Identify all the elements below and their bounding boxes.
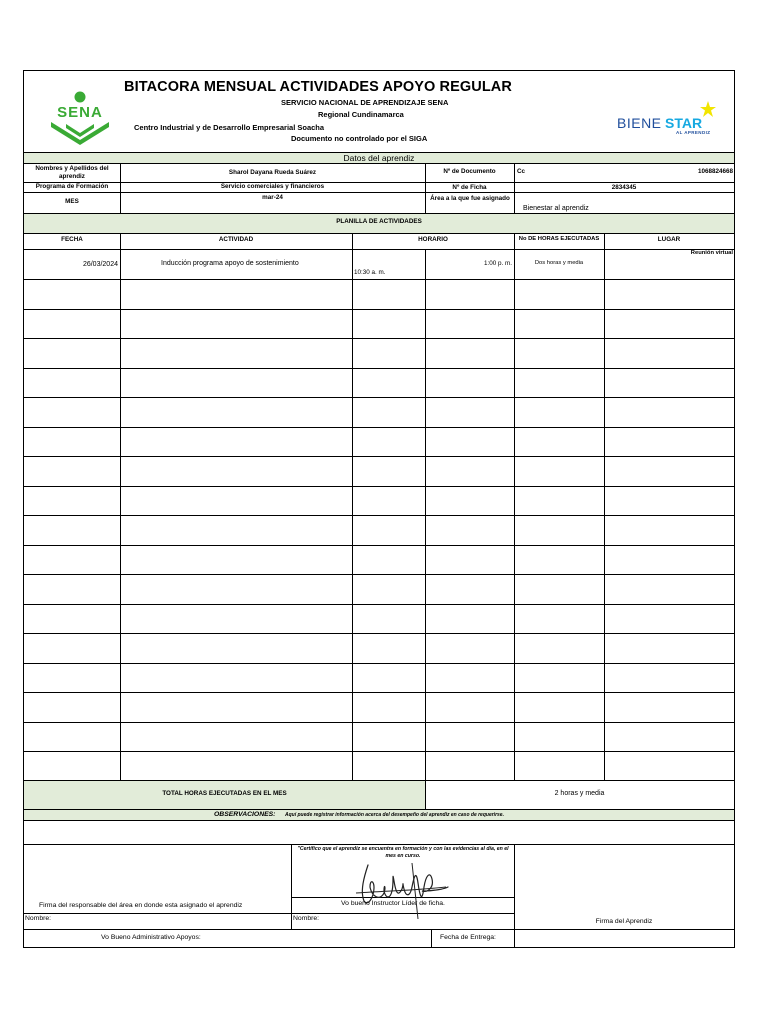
signature-icon	[350, 857, 452, 921]
firma-aprendiz-label: Firma del Aprendiz	[595, 918, 653, 925]
programa-label: Programa de Formación	[35, 183, 109, 190]
total-label: TOTAL HORAS EJECUTADAS EN EL MES	[162, 790, 287, 797]
bienestar-logo-text-b: STAR	[665, 115, 703, 131]
nombre-instructor-label: Nombre:	[293, 915, 320, 922]
bienestar-logo	[614, 100, 720, 140]
total-value: 2 horas y media	[554, 790, 605, 797]
observaciones-hint: Aquí puede registrar información acerca del desempeño del aprendiz en caso de requerirse.	[285, 812, 504, 818]
nombre-responsable-label: Nombre:	[25, 915, 52, 922]
header-line-regional: Regional Cundinamarca	[318, 110, 404, 119]
documento-tipo: Cc	[517, 168, 526, 175]
sena-logo	[46, 90, 114, 148]
row1-actividad: Inducción programa apoyo de sostenimiento	[161, 260, 299, 267]
col-actividad-header: ACTIVIDAD	[218, 236, 254, 243]
documento-value: 1068824668	[697, 168, 733, 175]
programa-value: Servicio comerciales y financieros	[220, 183, 325, 190]
observaciones-label: OBSERVACIONES:	[214, 811, 276, 818]
row1-lugar: Reunión virtual	[690, 250, 733, 256]
firma-responsable-label: Firma del responsable del área en donde esta asignado el aprendiz	[39, 902, 243, 909]
mes-label: MES	[65, 198, 79, 205]
planilla-section-title: PLANILLA DE ACTIVIDADES	[336, 218, 422, 225]
certifico-text: "Certifico que el aprendiz se encuentra en formación y con las evidencias al día, en el mes en curso.	[297, 846, 509, 860]
mes-value: mar-24	[262, 194, 283, 201]
row1-fecha: 26/03/2024	[82, 261, 118, 268]
bienestar-logo-text-a: BIENE	[617, 115, 662, 131]
fecha-entrega-field[interactable]	[515, 930, 734, 947]
col-lugar-header: LUGAR	[657, 236, 681, 243]
header-line-centro: Centro Industrial y de Desarrollo Empresarial Soacha	[134, 123, 325, 132]
header-line-siga: Documento no controlado por el SIGA	[291, 134, 428, 143]
ficha-label: Nº de Ficha	[452, 184, 487, 191]
row1-hora-inicio: 10:30 a. m.	[354, 269, 386, 276]
instructor-signature	[350, 857, 452, 921]
fecha-entrega-label: Fecha de Entrega:	[440, 934, 496, 941]
ficha-value: 2834345	[611, 184, 637, 191]
datos-section-title: Datos del aprendiz	[343, 153, 415, 163]
bienestar-logo-sub: AL APRENDIZ	[676, 130, 711, 135]
sena-logo-icon	[46, 90, 114, 148]
star-icon	[700, 101, 716, 117]
col-fecha-header: FECHA	[61, 236, 83, 243]
col-horas-header: No DE HORAS EJECUTADAS	[518, 236, 600, 242]
document-title: BITACORA MENSUAL ACTIVIDADES APOYO REGULAR	[124, 79, 512, 95]
row1-horas: Dos horas y media	[534, 260, 584, 266]
col-horario-header: HORARIO	[418, 236, 448, 243]
header-line-sena: SERVICIO NACIONAL DE APRENDIZAJE SENA	[281, 98, 449, 107]
nombre-label: Nombres y Apellidos del aprendiz	[35, 165, 109, 181]
area-value: Bienestar al aprendiz	[523, 205, 589, 212]
vobo-instructor-label: Vo bueno Instructor Líder de ficha.	[341, 900, 445, 907]
area-label: Área a la que fue asignado	[430, 195, 510, 202]
nombre-value: Sharol Dayana Rueda Suárez	[228, 169, 317, 176]
row1-hora-fin: 1:00 p. m.	[483, 260, 512, 267]
observaciones-field[interactable]	[24, 821, 734, 844]
sena-logo-text: SENA	[57, 104, 103, 121]
vobo-admin-label: Vo Bueno Administrativo Apoyos:	[101, 934, 201, 941]
documento-label: Nº de Documento	[443, 168, 496, 175]
